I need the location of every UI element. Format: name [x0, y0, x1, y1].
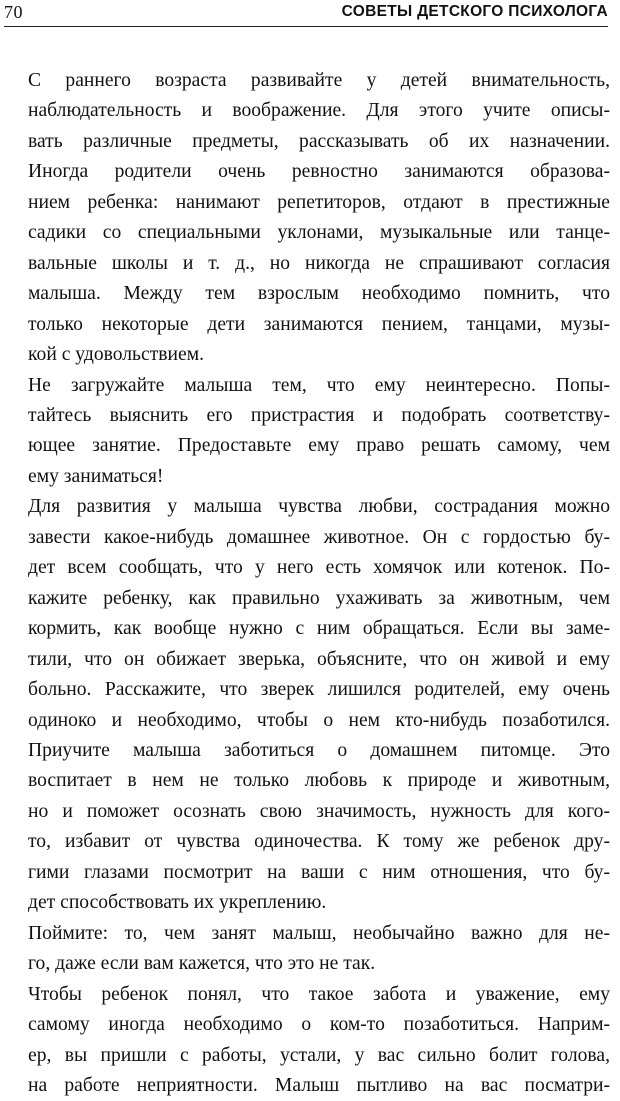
text-line: дет способствовать их укреплению.	[28, 892, 327, 914]
book-title: СОВЕТЫ ДЕТСКОГО ПСИХОЛОГА	[341, 3, 608, 20]
text-line: наблюдательность и воображение. Для этого учите описы-	[28, 100, 610, 122]
text-line: вать различные предметы, рассказывать об их назначении.	[28, 130, 610, 152]
paragraph	[4, 66, 610, 157]
text-line: тайтесь выяснить его пристрастия и подобрать соответству-	[28, 404, 610, 426]
paragraph	[4, 157, 610, 370]
text-line: садики со специальными уклонами, музыкальные или танце-	[28, 222, 610, 244]
text-line: С раннего возраста развивайте у детей внимательность,	[28, 70, 610, 91]
text-line: го, даже если вам кажется, что это не так.	[28, 953, 376, 975]
text-line: больно. Расскажите, что зверек лишился родителей, ему очень	[28, 679, 610, 701]
text-line: Чтобы ребенок понял, что такое забота и уважение, ему	[28, 983, 610, 1005]
text-line: воспитает в нем не только любовь к природе и животным,	[28, 770, 610, 792]
text-line: одиноко и необходимо, чтобы о нем кто-нибудь позаботился.	[28, 709, 610, 731]
paragraph	[4, 919, 610, 980]
paragraph	[4, 371, 610, 493]
text-line: Для развития у малыша чувства любви, сострадания можно	[28, 496, 610, 518]
text-line: ер, вы пришли с работы, устали, у вас сильно болит голова,	[28, 1044, 610, 1066]
text-line: малыша. Между тем взрослым необходимо помнить, что	[28, 283, 610, 305]
text-line: Поймите: то, чем занят малыш, необычайно важно для не-	[28, 922, 610, 944]
text-line: ющее занятие. Предоставьте ему право решать самому, чем	[28, 435, 610, 457]
text-line: только некоторые дети занимаются пением, танцами, музы-	[28, 313, 610, 335]
text-line: завести какое-нибудь домашнее животное. Он с гордостью бу-	[28, 526, 610, 548]
running-head	[4, 0, 608, 27]
text-line: кой с удовольствием.	[28, 344, 204, 366]
body-text	[4, 66, 610, 1101]
text-line: самому иногда необходимо о ком-то позаботиться. Наприм-	[28, 1014, 610, 1036]
text-line: Не загружайте малыша тем, что ему неинтересно. Попы-	[28, 374, 610, 396]
text-line: то, избавит от чувства одиночества. К тому же ребенок дру-	[28, 831, 610, 853]
paragraph	[4, 492, 610, 736]
text-line: Иногда родители очень ревностно занимаются образова-	[28, 161, 610, 183]
text-line: Приучите малыша заботиться о домашнем питомце. Это	[28, 739, 610, 761]
paragraph	[4, 736, 610, 919]
text-line: ему заниматься!	[28, 465, 164, 487]
text-line: дет всем сообщать, что у него есть хомячок или котенок. По-	[28, 557, 610, 579]
text-line: гими глазами посмотрит на ваши с ним отношения, что бу-	[28, 861, 610, 883]
text-line: на работе неприятности. Малыш пытливо на вас посматри-	[28, 1074, 610, 1096]
text-line: кормить, как вообще нужно с ним обращаться. Если вы заме-	[28, 618, 610, 640]
text-line: нием ребенка: нанимают репетиторов, отдают в престижные	[28, 191, 610, 213]
page-number: 70	[4, 2, 23, 22]
paragraph	[4, 980, 610, 1101]
text-line: вальные школы и т. д., но никогда не спрашивают согласия	[28, 252, 610, 274]
text-line: но и поможет осознать свою значимость, нужность для кого-	[28, 800, 610, 822]
text-line: кажите ребенку, как правильно ухаживать за животным, чем	[28, 587, 610, 609]
text-line: тили, что он обижает зверька, объясните, что он живой и ему	[28, 648, 610, 670]
